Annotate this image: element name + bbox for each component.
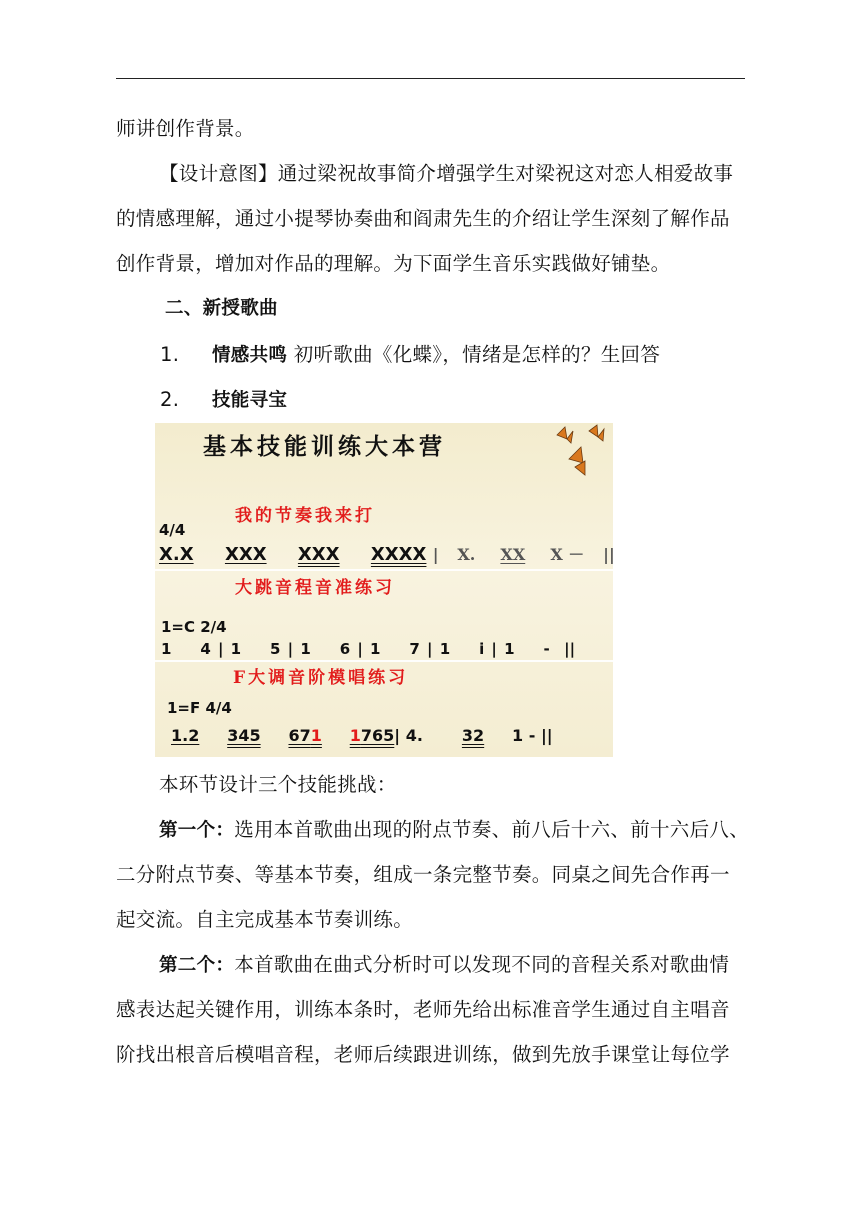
paragraph-4: 创作背景，增加对作品的理解。为下面学生音乐实践做好铺垫。	[116, 252, 671, 275]
list-item	[160, 343, 660, 368]
scale-line: 1.2 345 671 1765| 4. 32 1 - ||	[171, 726, 553, 745]
skills-training-image	[155, 423, 613, 757]
challenge-1-label: 第一个：	[159, 820, 235, 841]
challenge-2-line-2: 感表达起关键作用，训练本条时，老师先给出标准音学生通过自主唱音	[116, 998, 730, 1021]
challenge-2-line-3: 阶找出根音后模唱音程，老师后续跟进训练，做到先放手课堂让每位学	[116, 1043, 730, 1066]
list-item	[160, 388, 287, 413]
challenge-intro: 本环节设计三个技能挑战：	[159, 773, 397, 796]
interval-heading: 大跳音程音准练习	[235, 578, 395, 598]
rhythm-meter: 4/4	[159, 521, 186, 539]
scale-key: 1=F 4/4	[167, 699, 232, 717]
list-item-number: 1.	[160, 343, 180, 366]
challenge-1: 第一个：选用本首歌曲出现的附点节奏、前八后十六、前十六后八、	[159, 818, 750, 841]
list-item-title: 技能寻宝	[212, 390, 288, 411]
challenge-2: 第二个：本首歌曲在曲式分析时可以发现不同的音程关系对歌曲情	[159, 953, 730, 976]
paragraph-1: 师讲创作背景。	[116, 117, 255, 140]
list-item-title: 情感共鸣	[212, 345, 288, 366]
list-item-text: 初听歌曲《化蝶》，情绪是怎样的？生回答	[293, 343, 661, 366]
section-heading: 二、新授歌曲	[165, 298, 278, 319]
header-rule	[116, 78, 745, 79]
interval-line: 1 4 | 1 5 | 1 6 | 1 7 | 1 i | 1 - ||	[161, 640, 576, 658]
paragraph-design-intent: 【设计意图】通过梁祝故事简介增强学生对梁祝这对恋人相爱故事	[159, 162, 734, 185]
challenge-1-line-3: 起交流。自主完成基本节奏训练。	[116, 908, 414, 931]
image-title: 基本技能训练大本营	[203, 433, 446, 460]
list-item-number: 2.	[160, 388, 180, 411]
rhythm-line: X.X XXX XXX XXXX | X. XX X － ||	[159, 544, 615, 565]
challenge-2-label: 第二个：	[159, 955, 235, 976]
interval-key: 1=C 2/4	[161, 618, 227, 636]
paragraph-3: 的情感理解，通过小提琴协奏曲和阎肃先生的介绍让学生深刻了解作品	[116, 207, 730, 230]
challenge-1-line-2: 二分附点节奏、等基本节奏，组成一条完整节奏。同桌之间先合作再一	[116, 863, 730, 886]
scale-heading: F大调音阶模唱练习	[233, 668, 409, 688]
butterfly-icon	[551, 425, 609, 481]
rhythm-heading: 我的节奏我来打	[235, 506, 375, 526]
